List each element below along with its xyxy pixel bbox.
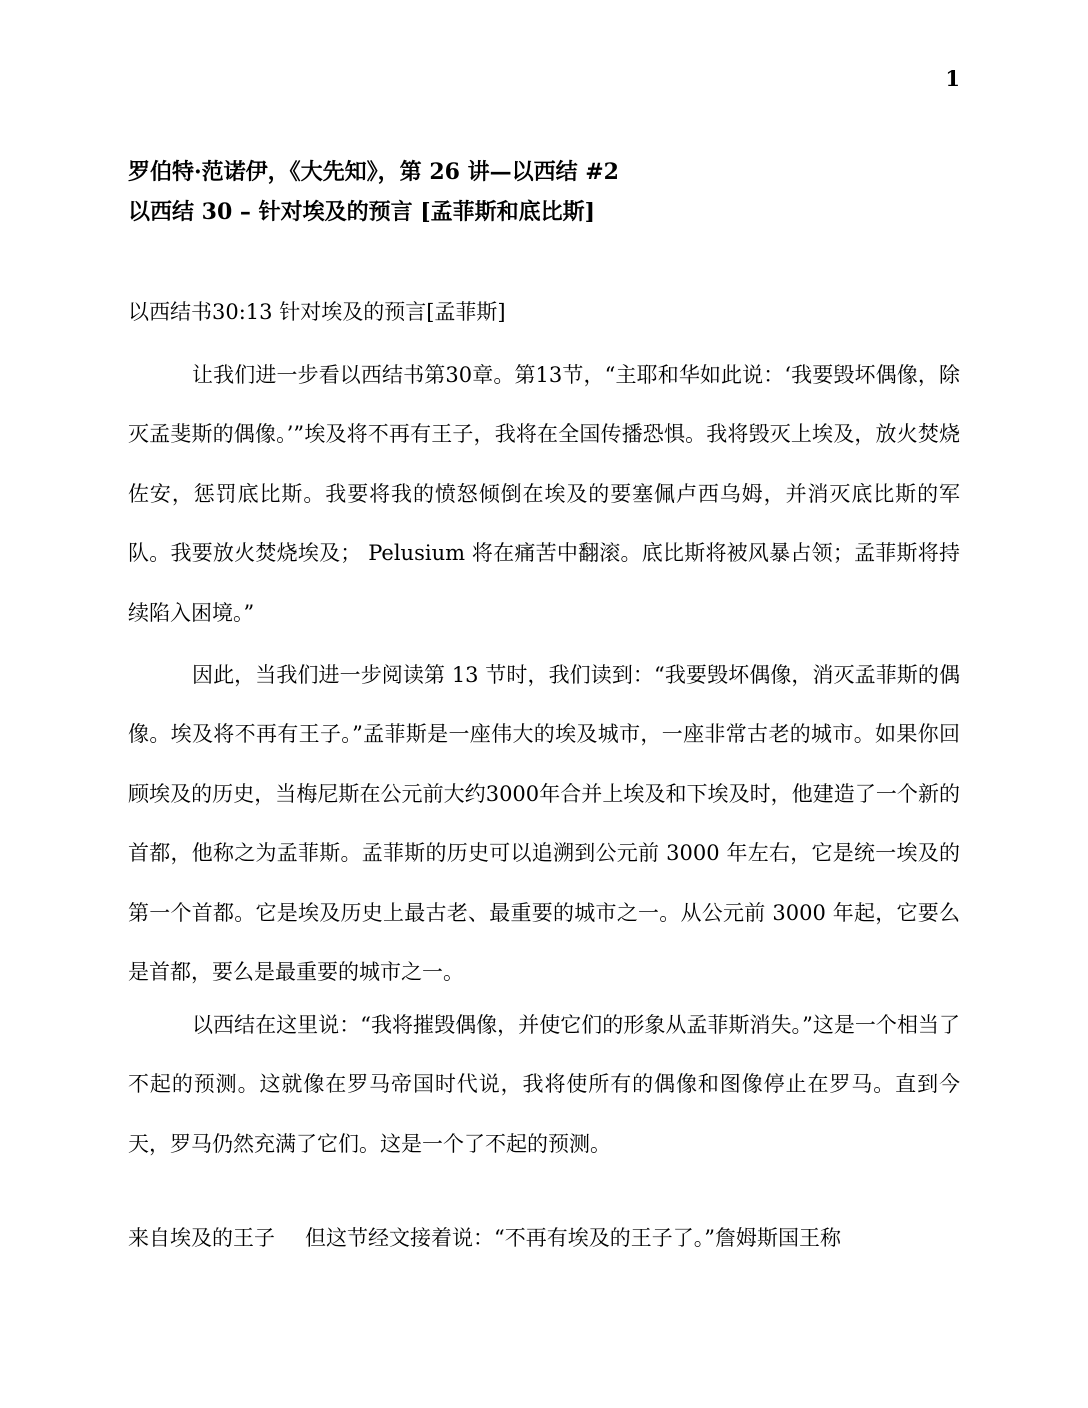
document-title: 罗伯特·范诺伊，《大先知》，第 26 讲—以西结 #2 (128, 159, 619, 185)
document-subtitle: 以西结 30 – 针对埃及的预言 [孟菲斯和底比斯] (128, 199, 596, 225)
paragraph-1: 让我们进一步看以西结书第30章。第13节，“主耶和华如此说：‘我要毁坏偶像，除灭孟斐斯的偶像。’”埃及将不再有王子，我将在全国传播恐惧。我将毁灭上埃及，放火焚烧佐安，惩罚底比斯。我要将我的愤怒倾倒在埃及的要塞佩卢西乌姆，并消灭底比斯的军队。我要放火焚烧埃及； Pelusium 将在痛苦中翻滚。底比斯将被风暴占领；孟菲斯将持续陷入困境。” (128, 363, 960, 625)
paragraph-3: 以西结在这里说：“我将摧毁偶像，并使它们的形象从孟菲斯消失。”这是一个相当了不起的预测。这就像在罗马帝国时代说，我将使所有的偶像和图像停止在罗马。直到今天，罗马仍然充满了它们。这是一个了不起的预测。 (128, 1013, 960, 1156)
page-number: 1 (945, 66, 960, 91)
section-prince-of-egypt (128, 1218, 968, 1258)
paragraph-2: 因此，当我们进一步阅读第 13 节时，我们读到：“我要毁坏偶像，消灭孟菲斯的偶像。埃及将不再有王子。”孟菲斯是一座伟大的埃及城市，一座非常古老的城市。如果你回顾埃及的历史，当梅尼斯在公元前大约3000年合并上埃及和下埃及时，他建造了一个新的首都，他称之为孟菲斯。孟菲斯的历史可以追溯到公元前 3000 年左右，它是统一埃及的第一个首都。它是埃及历史上最古老、最重要的城市之一。从公元前 3000 年起，它要么是首都，要么是最重要的城市之一。 (128, 663, 960, 985)
section-heading-prince: 来自埃及的王子 (128, 1226, 275, 1250)
section-heading-memphis: 以西结书30:13 针对埃及的预言[孟菲斯] (128, 300, 506, 324)
paragraph-4: 但这节经文接着说：“不再有埃及的王子了。”詹姆斯国王称 (305, 1226, 841, 1250)
